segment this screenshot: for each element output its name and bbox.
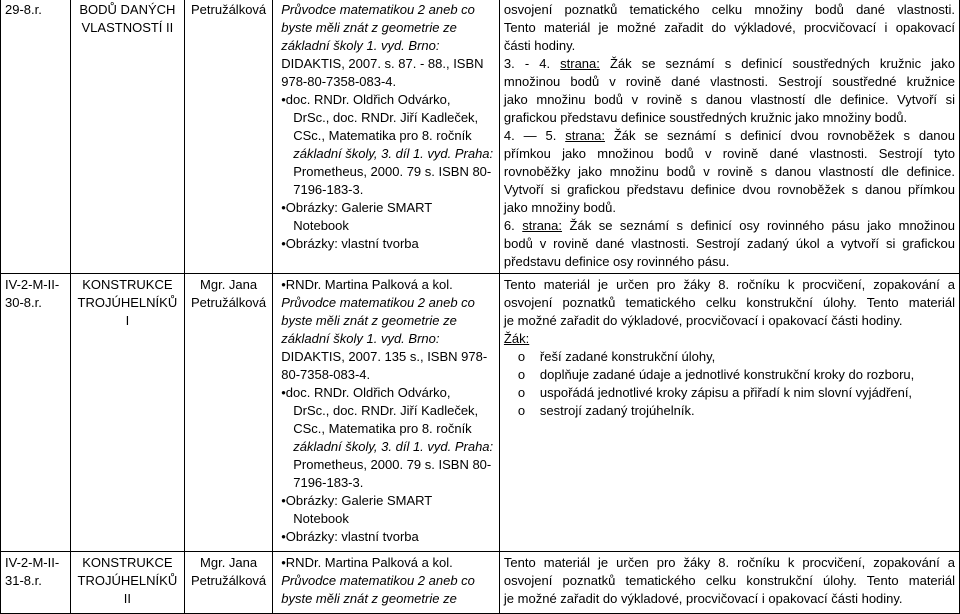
literature-text: 7196-183-3. [293, 182, 364, 197]
bullet-icon: • [281, 493, 286, 508]
literature-line [281, 438, 495, 456]
circle-bullet-icon: o [517, 367, 526, 382]
literature-line: základní školy 1. vyd. Brno: [281, 331, 440, 346]
description-line: 4. — 5. strana: Žák se seznámí s definicí dvou rovnoběžek s danou [503, 128, 955, 143]
literature-text: 7196-183-3. [293, 475, 364, 490]
topic-line: II [123, 591, 132, 606]
bullet-icon: • [281, 277, 286, 292]
description-line: Tento materiál je určen pro žáky 8. ročníku k procvičení, zopakování a [503, 555, 955, 570]
literature-line [281, 163, 495, 181]
description-line: jako množinu bodů v rovině s danou vlastností dle definice. Vytvoří si [503, 92, 955, 107]
literature-line: základní školy 1. vyd. Brno: [281, 38, 440, 53]
literature-line: DIDAKTIS, 2007. 135 s., ISBN 978- [281, 349, 488, 364]
description-line: grafickou představu definice soustředných kružnic jako množiny bodů. [503, 110, 908, 125]
author-line: Mgr. Jana [200, 555, 258, 570]
description-line: rovnoběžky jako množinu bodů v rovině s danou vlastností dle definice. [503, 164, 955, 179]
code-cell [1, 0, 71, 274]
circle-bullet-icon: o [517, 403, 526, 418]
strana-label: strana: [565, 128, 605, 143]
literature-line [281, 217, 495, 235]
description-line: jako množiny bodů. [503, 200, 616, 215]
description-line: části hodiny. [503, 38, 576, 53]
description-line: bodů v rovině dané vlastnosti. Sestrojí zadaný úkol a vytvoří si grafickou [503, 236, 955, 251]
topic-line: TROJÚHELNÍKŮ [77, 295, 178, 310]
literature-text: doc. RNDr. Oldřich Odvárko, [285, 92, 451, 107]
topic-line: KONSTRUKCE [82, 555, 173, 570]
description-line: Vytvoří si grafickou představu definice dvou rovnoběžek s danou přímkou [503, 182, 955, 197]
zak-label: Žák: [503, 331, 530, 346]
literature-line [281, 384, 495, 402]
literature-text: CSc., Matematika pro 8. ročník [293, 128, 472, 143]
literature-text: Notebook [293, 218, 349, 233]
topic-line: I [125, 313, 130, 328]
code-text: IV-2-M-II- [5, 555, 60, 570]
literature-text: Obrázky: vlastní tvorba [285, 529, 419, 544]
literature-text: DrSc., doc. RNDr. Jiří Kadleček, [293, 403, 479, 418]
list-item [518, 402, 955, 420]
table-row [1, 274, 960, 552]
literature-line [281, 474, 495, 492]
description-line: osvojení poznatků tematického celku konstrukční úlohy. Tento materiál [503, 295, 955, 310]
literature-text: doc. RNDr. Oldřich Odvárko, [285, 385, 451, 400]
description-cell [499, 0, 959, 274]
code-cell [1, 552, 71, 614]
literature-cell [273, 274, 500, 552]
literature-line [281, 181, 495, 199]
description-line: je možné zařadit do výkladové, procvičovací i opakovací části hodiny. [503, 591, 903, 606]
author-line: Petružálková [191, 573, 267, 588]
literature-text: RNDr. Martina Palková a kol. [285, 277, 453, 292]
description-line: přímkou jako množinou bodů v rovině dané vlastnosti. Sestrojí tyto [503, 146, 955, 161]
list-item-text: doplňuje zadané údaje a jednotlivé konstrukční kroky do rozboru, [539, 367, 915, 382]
literature-line: byste měli znát z geometrie ze [281, 591, 457, 606]
topic-line: VLASTNOSTÍ II [81, 20, 174, 35]
list-item [518, 348, 955, 366]
literature-line [281, 456, 495, 474]
literature-line [281, 199, 495, 217]
bullet-icon: • [281, 236, 286, 251]
literature-line: 978-80-7358-083-4. [281, 74, 397, 89]
literature-line [281, 127, 495, 145]
literature-line [281, 554, 495, 572]
description-line: 3. - 4. strana: Žák se seznámí s definicí soustředných kružnic jako [503, 56, 955, 71]
description-cell [499, 552, 959, 614]
zak-list [504, 348, 955, 420]
author-cell [184, 274, 272, 552]
literature-text: Prometheus, 2000. 79 s. ISBN 80- [293, 457, 492, 472]
code-cell [1, 274, 71, 552]
topic-line: KONSTRUKCE [82, 277, 173, 292]
literature-line [281, 492, 495, 510]
literature-line [281, 528, 495, 546]
code-text: 29-8.r. [5, 2, 42, 17]
literature-line: byste měli znát z geometrie ze [281, 313, 457, 328]
author-line: Petružálková [191, 295, 267, 310]
topic-cell [70, 274, 184, 552]
literature-text: Notebook [293, 511, 349, 526]
description-line: osvojení poznatků tematického celku množiny bodů dané vlastnosti. [503, 2, 955, 17]
literature-line [281, 276, 495, 294]
strana-label: strana: [560, 56, 600, 71]
literature-line: byste měli znát z geometrie ze [281, 20, 457, 35]
literature-line: 80-7358-083-4. [281, 367, 371, 382]
description-line: je možné zařadit do výkladové, procvičovací i opakovací části hodiny. [503, 313, 903, 328]
topic-line: TROJÚHELNÍKŮ [77, 573, 178, 588]
strana-label: strana: [522, 218, 563, 233]
literature-text: CSc., Matematika pro 8. ročník [293, 421, 472, 436]
list-item-text: sestrojí zadaný trojúhelník. [539, 403, 695, 418]
list-item-text: řeší zadané konstrukční úlohy, [539, 349, 716, 364]
literature-cell [273, 0, 500, 274]
literature-text: DrSc., doc. RNDr. Jiří Kadleček, [293, 110, 479, 125]
topic-line: BODŮ DANÝCH [79, 2, 176, 17]
literature-line [281, 145, 495, 163]
literature-line [281, 235, 495, 253]
literature-line [281, 420, 495, 438]
list-item-text: uspořádá jednotlivé kroky zápisu a přiřadí k nim slovní vyjádření, [539, 385, 913, 400]
author-line: Petružálková [191, 2, 267, 17]
description-line: osvojení poznatků tematického celku konstrukční úlohy. Tento materiál [503, 573, 955, 588]
literature-text: Prometheus, 2000. 79 s. ISBN 80- [293, 164, 492, 179]
code-text: 30-8.r. [5, 295, 42, 310]
literature-text: Obrázky: vlastní tvorba [285, 236, 419, 251]
author-cell [184, 0, 272, 274]
bullet-icon: • [281, 92, 286, 107]
literature-text: Obrázky: Galerie SMART [285, 200, 433, 215]
literature-text: základní školy, 3. díl 1. vyd. Praha: [293, 439, 494, 454]
list-item [518, 366, 955, 384]
bullet-icon: • [281, 555, 286, 570]
literature-line [281, 91, 495, 109]
list-item [518, 384, 955, 402]
description-line: množinou bodů v rovině dané vlastnosti. Sestrojí soustředné kružnice [503, 74, 955, 89]
literature-line [281, 402, 495, 420]
literature-line: Průvodce matematikou 2 aneb co [281, 2, 475, 17]
literature-text: RNDr. Martina Palková a kol. [285, 555, 453, 570]
bullet-icon: • [281, 529, 286, 544]
literature-cell [273, 552, 500, 614]
literature-line: Průvodce matematikou 2 aneb co [281, 295, 475, 310]
author-cell [184, 552, 272, 614]
bullet-icon: • [281, 385, 286, 400]
description-line: představu definice osy rovinného pásu. [503, 254, 730, 269]
literature-text: Obrázky: Galerie SMART [285, 493, 433, 508]
author-line: Mgr. Jana [200, 277, 258, 292]
literature-line [281, 109, 495, 127]
circle-bullet-icon: o [517, 385, 526, 400]
literature-line: DIDAKTIS, 2007. s. 87. - 88., ISBN [281, 56, 484, 71]
table-row [1, 0, 960, 274]
code-text: 31-8.r. [5, 573, 42, 588]
code-text: IV-2-M-II- [5, 277, 60, 292]
literature-line [281, 510, 495, 528]
topic-cell [70, 0, 184, 274]
bullet-icon: • [281, 200, 286, 215]
literature-line: Průvodce matematikou 2 aneb co [281, 573, 475, 588]
description-cell [499, 274, 959, 552]
circle-bullet-icon: o [517, 349, 526, 364]
description-line: Tento materiál je možné zařadit do výkladové, procvičovací i opakovací [503, 20, 955, 35]
description-line: 6. strana: Žák se seznámí s definicí osy rovinného pásu jako množinou [503, 218, 955, 233]
literature-text: základní školy, 3. díl 1. vyd. Praha: [293, 146, 494, 161]
table-row [1, 552, 960, 614]
topic-cell [70, 552, 184, 614]
description-line: Tento materiál je určen pro žáky 8. ročníku k procvičení, zopakování a [503, 277, 955, 292]
